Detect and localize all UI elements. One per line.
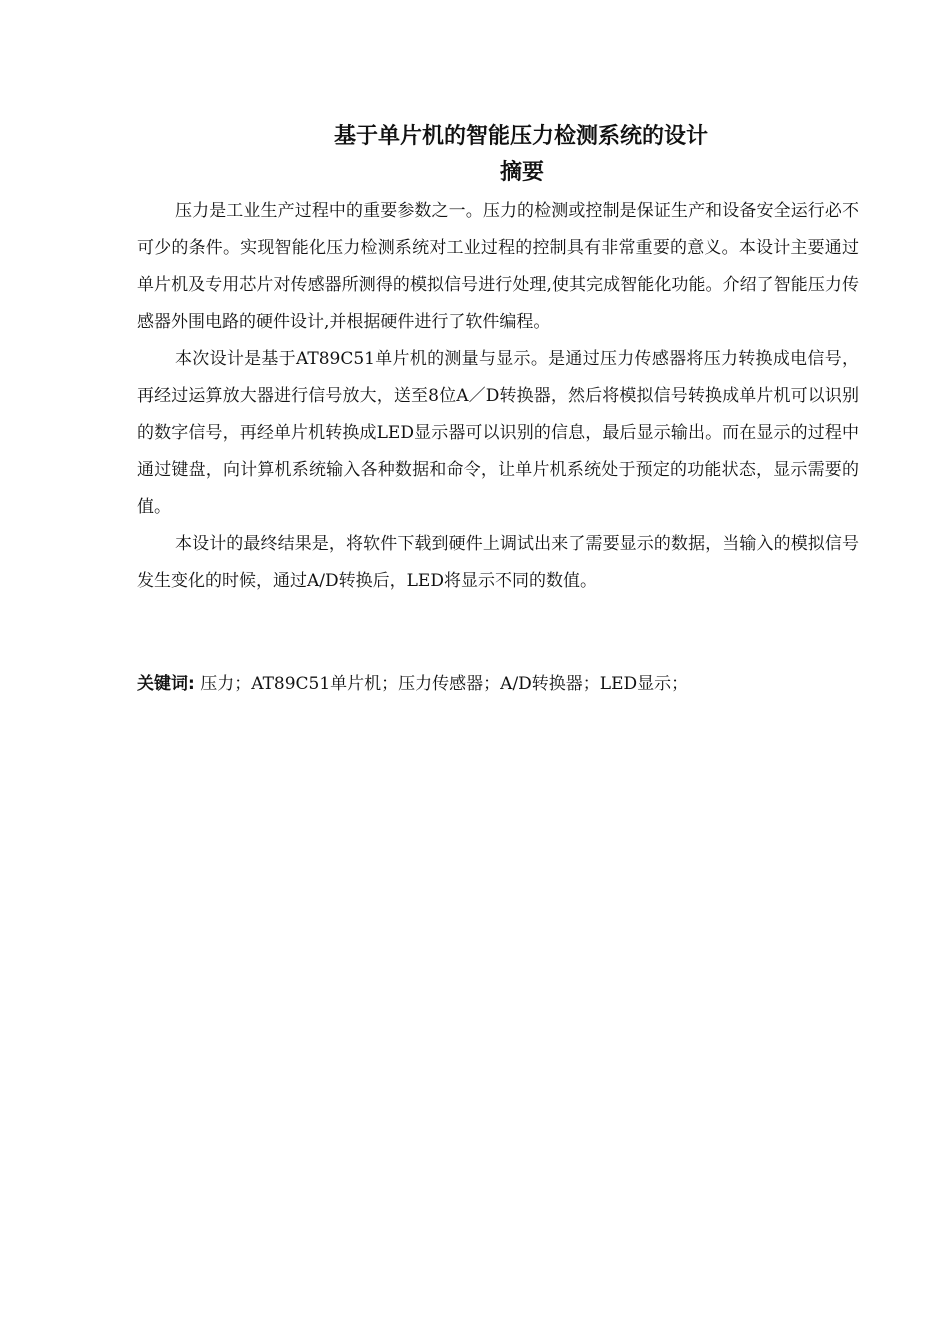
keywords-label: 关键词: <box>137 674 195 694</box>
abstract-body <box>137 193 859 600</box>
abstract-paragraph-2: 本次设计是基于AT89C51单片机的测量与显示。是通过压力传感器将压力转换成电信号，再经过运算放大器进行信号放大，送至8位A／D转换器，然后将模拟信号转换成单片机可以识别的数字信号，再经单片机转换成LED显示器可以识别的信息，最后显示输出。而在显示的过程中通过键盘，向计算机系统输入各种数据和命令，让单片机系统处于预定的功能状态，显示需要的值。 <box>137 349 859 517</box>
abstract-paragraph-3: 本设计的最终结果是，将软件下载到硬件上调试出来了需要显示的数据，当输入的模拟信号发生变化的时候，通过A/D转换后，LED将显示不同的数值。 <box>137 534 859 591</box>
keywords-line <box>137 666 859 703</box>
keywords-text: 压力；AT89C51单片机；压力传感器；A/D转换器；LED显示； <box>194 674 689 694</box>
document-title: 基于单片机的智能压力检测系统的设计 <box>333 124 708 149</box>
abstract-paragraph-1: 压力是工业生产过程中的重要参数之一。压力的检测或控制是保证生产和设备安全运行必不可少的条件。实现智能化压力检测系统对工业过程的控制具有非常重要的意义。本设计主要通过单片机及专用芯片对传感器所测得的模拟信号进行处理,使其完成智能化功能。介绍了智能压力传感器外围电路的硬件设计,并根据硬件进行了软件编程。 <box>137 201 859 332</box>
abstract-heading: 摘要 <box>499 160 544 185</box>
